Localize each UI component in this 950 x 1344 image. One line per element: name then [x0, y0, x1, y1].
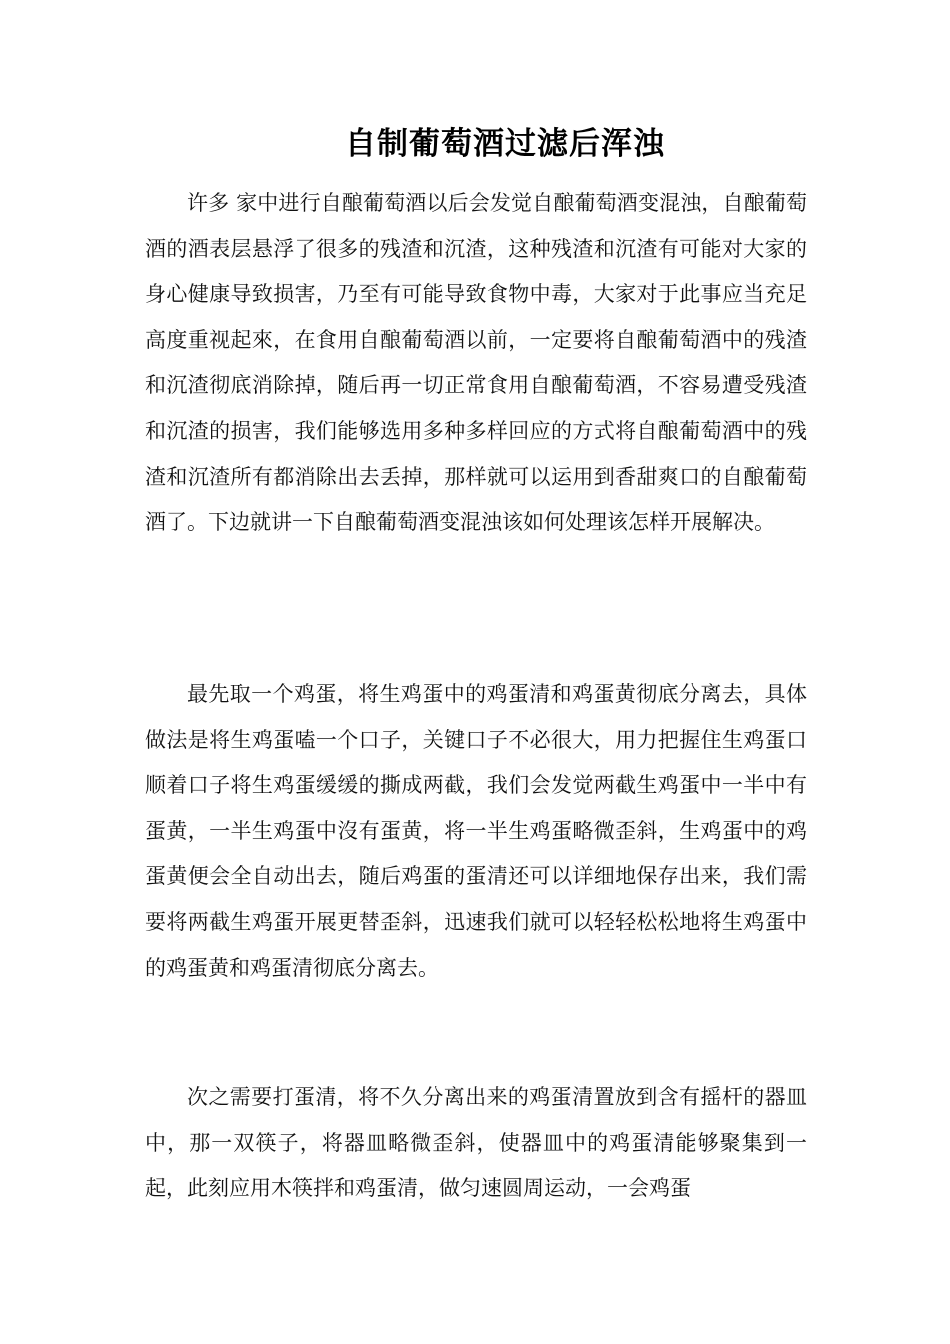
document-title: 自制葡萄酒过滤后浑浊	[345, 126, 665, 162]
paragraph-3: 次之需要打蛋清，将不久分离出来的鸡蛋清置放到含有摇杆的器皿中，那一双筷子，将器皿略微歪斜，使器皿中的鸡蛋清能够聚集到一起，此刻应用木筷拌和鸡蛋清，做匀速圆周运动，一会鸡蛋	[145, 1085, 807, 1201]
paragraph-2: 最先取一个鸡蛋，将生鸡蛋中的鸡蛋清和鸡蛋黄彻底分离去，具体做法是将生鸡蛋嗑一个口子，关键口子不必很大，用力把握住生鸡蛋口顺着口子将生鸡蛋缓缓的撕成两截，我们会发觉两截生鸡蛋中一半中有蛋黄，一半生鸡蛋中沒有蛋黄，将一半生鸡蛋略微歪斜，生鸡蛋中的鸡蛋黄便会全自动出去，随后鸡蛋的蛋清还可以详细地保存出来，我们需要将两截生鸡蛋开展更替歪斜，迅速我们就可以轻轻松松地将生鸡蛋中的鸡蛋黄和鸡蛋清彻底分离去。	[145, 682, 807, 980]
paragraph-1: 许多 家中进行自酿葡萄酒以后会发觉自酿葡萄酒变混浊，自酿葡萄酒的酒表层悬浮了很多的残渣和沉渣，这种残渣和沉渣有可能对大家的身心健康导致损害，乃至有可能导致食物中毒，大家对于此事应当充足高度重视起來，在食用自酿葡萄酒以前，一定要将自酿葡萄酒中的残渣和沉渣彻底消除掉，随后再一切正常食用自酿葡萄酒，不容易遭受残渣和沉渣的损害，我们能够选用多种多样回应的方式将自酿葡萄酒中的残渣和沉渣所有都消除出去丢掉，那样就可以运用到香甜爽口的自酿葡萄酒了。下边就讲一下自酿葡萄酒变混浊该如何处理该怎样开展解决。	[145, 191, 807, 535]
